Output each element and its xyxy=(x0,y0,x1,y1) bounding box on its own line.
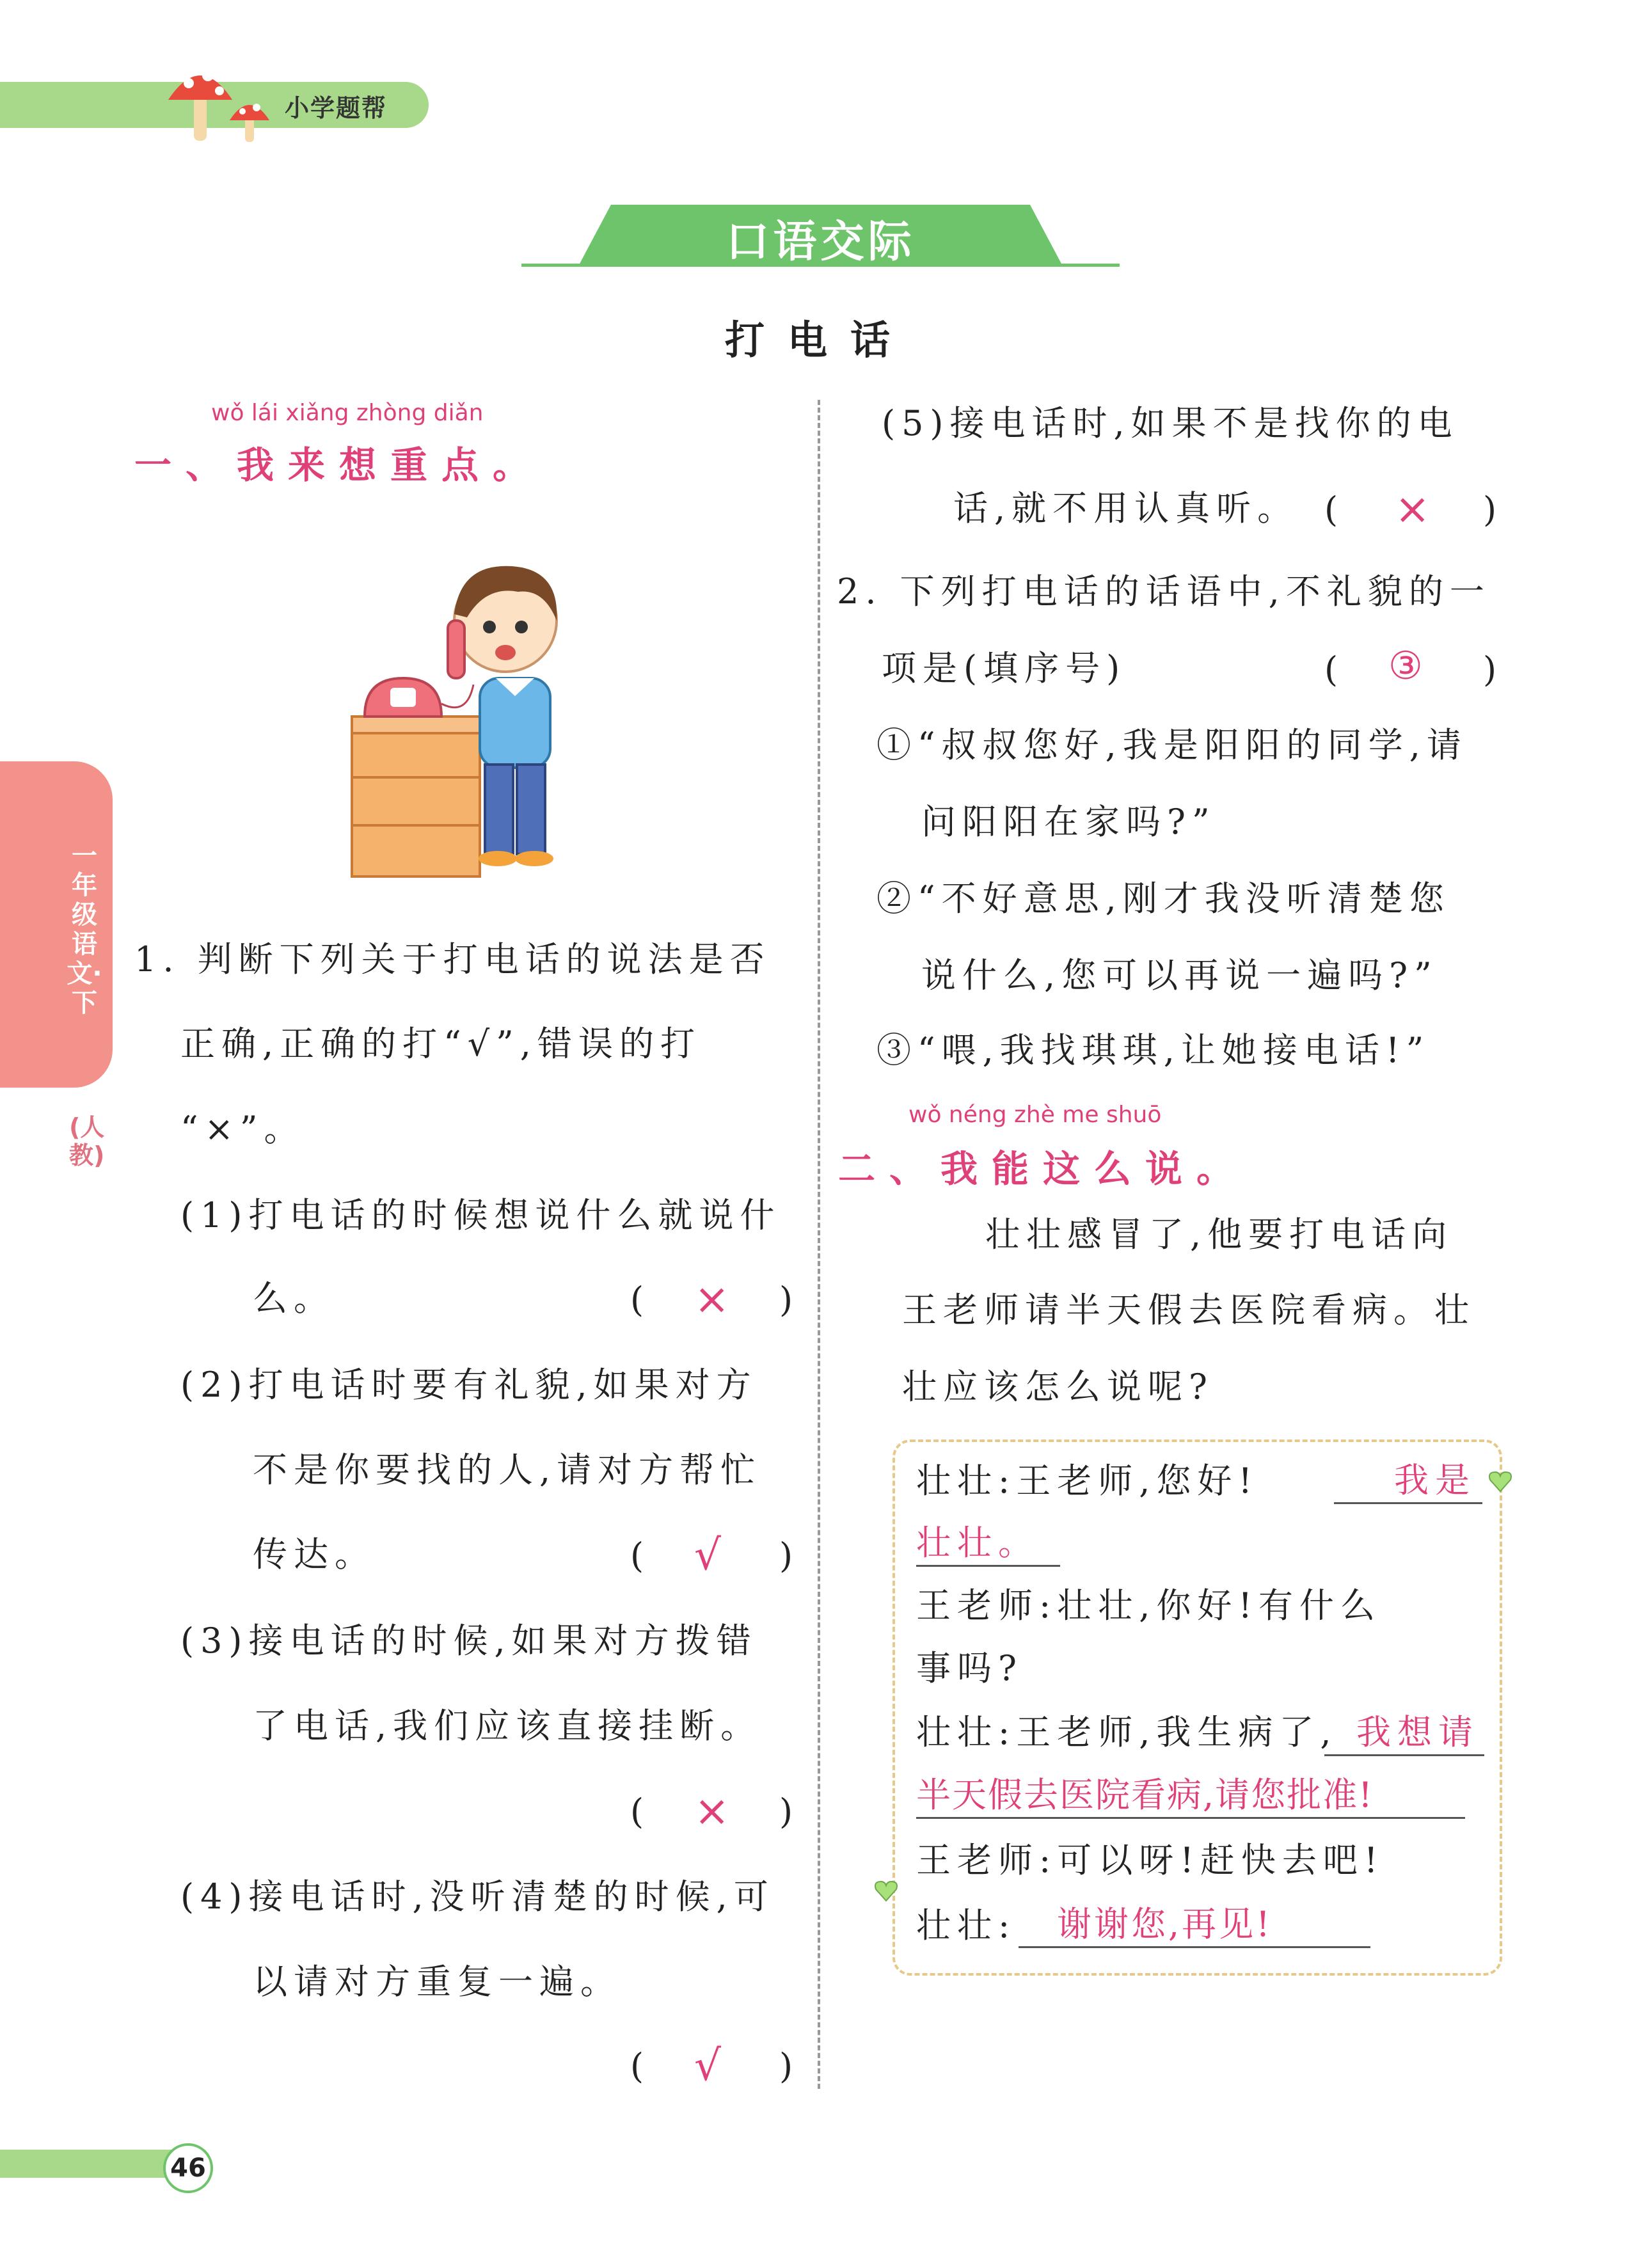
q1-item5-rparen: ) xyxy=(1483,489,1497,530)
q1-line2: 正确,正确的打“√”,错误的打 xyxy=(180,1024,701,1064)
q1-item4-line1: (4)接电话时,没听清楚的时候,可 xyxy=(180,1876,775,1917)
boy-telephone-illustration xyxy=(339,525,582,883)
section1-pinyin: wǒ lái xiǎng zhòng diǎn xyxy=(211,400,484,426)
section2-prompt-line1: 壮壮感冒了,他要打电话向 xyxy=(985,1214,1454,1255)
q1-item5-lparen: ( xyxy=(1324,489,1338,530)
q2-option1-line1: ①“叔叔您好,我是阳阳的同学,请 xyxy=(876,725,1468,765)
q1-item1-answer: × xyxy=(694,1274,730,1324)
section1-heading: 一、我来想重点。 xyxy=(134,443,544,487)
section2-heading: 二、我能这么说。 xyxy=(838,1147,1248,1191)
q1-item5-line1: (5)接电话时,如果不是找你的电 xyxy=(882,403,1459,443)
heart-icon xyxy=(1487,1468,1513,1494)
q1-item2-lparen: ( xyxy=(630,1535,644,1576)
q1-line3: “×”。 xyxy=(180,1109,305,1149)
q1-item4-answer: √ xyxy=(694,2041,722,2090)
dialogue-line2-b: 事吗? xyxy=(916,1648,1023,1688)
section2-prompt-line2: 王老师请半天假去医院看病。壮 xyxy=(902,1290,1475,1330)
footer-bar xyxy=(0,2150,186,2178)
q1-item5-line2: 话,就不用认真听。 xyxy=(953,488,1299,528)
section2-prompt-line3: 壮应该怎么说呢? xyxy=(902,1367,1214,1407)
brand-label: 小学题帮 xyxy=(285,94,388,122)
q2-option3-line1: ③“喂,我找琪琪,让她接电话!” xyxy=(876,1030,1431,1070)
answer-blank xyxy=(1019,1903,1370,1948)
mushroom-icon xyxy=(163,58,285,147)
q1-line1: 1. 判断下列关于打电话的说法是否 xyxy=(134,939,771,979)
dialogue-line4: 王老师:可以呀!赶快去吧! xyxy=(916,1840,1384,1880)
q1-item3-rparen: ) xyxy=(779,1791,793,1832)
q1-item2-line1: (2)打电话时要有礼貌,如果对方 xyxy=(180,1365,758,1405)
q2-line1: 2. 下列打电话的话语中,不礼貌的一 xyxy=(837,571,1491,612)
q1-item2-line2: 不是你要找的人,请对方帮忙 xyxy=(253,1450,762,1490)
answer-blank xyxy=(916,1521,1060,1567)
dialogue-line5-answer: 谢谢您,再见! xyxy=(1057,1904,1273,1944)
column-divider xyxy=(818,400,820,2089)
section2-pinyin: wǒ néng zhè me shuō xyxy=(908,1102,1162,1128)
dialogue-line1-prefix: 壮壮:王老师,您好! xyxy=(916,1461,1259,1501)
answer-blank xyxy=(916,1773,1465,1819)
q2-option1-line2: 问阳阳在家吗?” xyxy=(921,802,1216,842)
banner-title: 口语交际 xyxy=(726,217,916,267)
q1-item4-lparen: ( xyxy=(630,2046,644,2086)
dialogue-line2-a: 王老师:壮壮,你好!有什么 xyxy=(916,1585,1382,1626)
heart-icon xyxy=(873,1878,899,1903)
q1-item1-rparen: ) xyxy=(779,1280,793,1320)
side-tab-edition: (人教) xyxy=(69,1113,105,1170)
q1-item1-lparen: ( xyxy=(630,1280,644,1320)
page-number: 46 xyxy=(163,2143,213,2193)
q1-item2-answer: √ xyxy=(694,1530,722,1580)
q1-item5-answer: × xyxy=(1395,484,1431,534)
q1-item2-line3: 传达。 xyxy=(253,1534,376,1574)
q1-item4-rparen: ) xyxy=(779,2046,793,2086)
q1-item3-line1: (3)接电话的时候,如果对方拨错 xyxy=(180,1621,758,1661)
q1-item4-line2: 以请对方重复一遍。 xyxy=(253,1962,621,2002)
dialogue-box xyxy=(892,1439,1502,1976)
q1-item2-rparen: ) xyxy=(779,1535,793,1576)
dialogue-line1-answer-b: 壮壮。 xyxy=(916,1523,1039,1563)
q1-item1-line1: (1)打电话的时候想说什么就说什 xyxy=(180,1195,781,1235)
dialogue-line5-prefix: 壮壮: xyxy=(916,1905,1017,1946)
dialogue-line3-answer-b: 半天假去医院看病,请您批准! xyxy=(916,1775,1374,1815)
q2-line2: 项是(填序号) xyxy=(882,648,1127,688)
lesson-title: 打电话 xyxy=(724,317,913,363)
q2-option2-line1: ②“不好意思,刚才我没听清楚您 xyxy=(876,878,1450,919)
q1-item3-line2: 了电话,我们应该直接挂断。 xyxy=(253,1706,762,1746)
q2-lparen: ( xyxy=(1324,649,1338,690)
answer-blank xyxy=(1324,1711,1484,1756)
q1-item3-lparen: ( xyxy=(630,1791,644,1832)
q1-item3-answer: × xyxy=(694,1786,730,1836)
q1-item1-line2: 么。 xyxy=(253,1278,335,1319)
q2-rparen: ) xyxy=(1483,649,1497,690)
dialogue-line1-answer-a: 我是 xyxy=(1394,1460,1476,1500)
dialogue-line3-answer-a: 我想请 xyxy=(1356,1712,1479,1752)
q2-answer: ③ xyxy=(1388,644,1423,688)
answer-blank xyxy=(1334,1459,1482,1504)
q2-option2-line2: 说什么,您可以再说一遍吗?” xyxy=(921,955,1438,995)
side-tab-grade: 一年级语文·下 xyxy=(67,841,102,1018)
dialogue-line3-prefix: 壮壮:王老师,我生病了, xyxy=(916,1712,1338,1752)
